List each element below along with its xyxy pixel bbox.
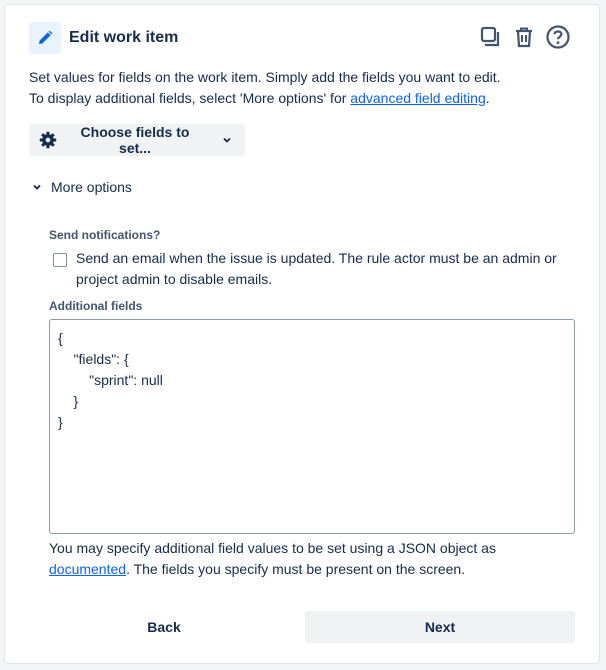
send-email-text: Send an email when the issue is updated. The rule actor must be an admin or project admin to disable emails. [76,250,557,287]
send-email-option [53,248,583,290]
more-options-label: More options [51,179,132,195]
next-button[interactable]: Next [305,611,575,643]
page-title: Edit work item [69,29,179,46]
trash-icon[interactable] [511,24,537,50]
send-email-checkbox[interactable] [53,253,67,267]
duplicate-icon[interactable] [477,24,503,50]
pencil-icon [29,22,61,54]
help-suffix: . The fields you specify must be present on the screen. [126,561,466,577]
send-notifications-label: Send notifications? [49,228,161,242]
choose-fields-label: Choose fields to set... [80,124,190,156]
additional-fields-label: Additional fields [49,299,143,313]
gear-icon [39,131,57,149]
panel-header [29,22,571,58]
chevron-down-icon [31,181,43,193]
help-prefix: You may specify additional field values to be set using a JSON object as [49,540,496,556]
more-options-toggle[interactable] [31,179,132,195]
description-line-2-suffix: . [485,90,490,106]
description-line-2-prefix: To display additional fields, select 'More options' for [29,90,351,106]
description [29,67,579,109]
edit-work-item-panel [4,4,600,664]
choose-fields-button[interactable] [29,124,245,156]
chevron-down-icon [219,132,235,148]
additional-fields-textarea[interactable]: { "fields": { "sprint": null } } [49,319,575,534]
documented-link[interactable]: documented [49,561,127,577]
advanced-field-editing-link[interactable]: advanced field editing [350,90,486,106]
back-button[interactable]: Back [29,611,299,643]
help-icon[interactable] [545,24,571,50]
help-text [49,538,579,580]
description-line-1: Set values for fields on the work item. Simply add the fields you want to edit. [29,69,501,85]
